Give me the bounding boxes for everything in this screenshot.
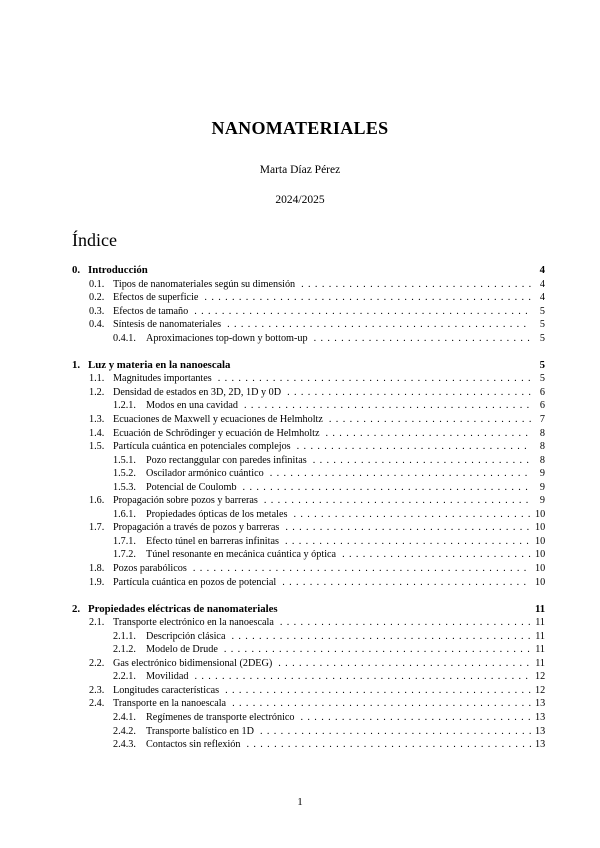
toc-entry-page: 4 <box>539 264 545 276</box>
toc-leader-dots <box>224 643 531 657</box>
toc-entry-page: 11 <box>535 630 545 642</box>
toc-entry-page: 13 <box>535 725 546 737</box>
toc-chapter-entry[interactable] <box>72 603 545 617</box>
toc-section-entry[interactable] <box>72 427 545 441</box>
toc-leader-dots <box>301 711 531 725</box>
toc-subsection-entry[interactable] <box>72 508 545 522</box>
toc-entry-number: 2.1.2. <box>113 644 136 656</box>
toc-leader-dots <box>278 657 531 671</box>
toc-entry-number: 2.2.1. <box>113 671 136 683</box>
toc-entry-title: Partícula cuántica en potenciales complejos <box>113 441 291 453</box>
toc-entry-title: Propiedades ópticas de los metales <box>146 508 288 520</box>
toc-subsection-entry[interactable] <box>72 481 545 495</box>
toc-leader-dots <box>225 684 531 698</box>
toc-entry-title: Transporte balístico en 1D <box>146 725 254 737</box>
toc-entry-title: Túnel resonante en mecánica cuántica y óptica <box>146 549 337 561</box>
toc-entry-title: Tipos de nanomateriales según su dimensión <box>113 278 296 290</box>
toc-entry-title: Aproximaciones top-down y bottom-up <box>146 332 308 344</box>
toc-entry-number: 0.3. <box>89 305 105 317</box>
toc-entry-page: 12 <box>535 671 546 683</box>
toc-entry-number: 2.4. <box>89 698 105 710</box>
toc-entry-number: 1.7. <box>89 522 105 534</box>
toc-entry-page: 5 <box>539 332 545 344</box>
toc-leader-dots <box>264 494 531 508</box>
toc-leader-dots <box>243 481 531 495</box>
toc-section-entry[interactable] <box>72 494 545 508</box>
toc-entry-title: Luz y materia en la nanoescala <box>88 358 231 371</box>
toc-entry-page: 5 <box>539 319 545 331</box>
toc-section <box>72 264 545 345</box>
toc-leader-dots <box>193 562 531 576</box>
toc-leader-dots <box>297 440 531 454</box>
toc-entry-page: 6 <box>539 400 545 412</box>
toc-entry-page: 11 <box>535 644 545 656</box>
toc-entry-page: 13 <box>535 698 546 710</box>
toc-entry-page: 5 <box>539 358 545 371</box>
toc-entry-title: Síntesis de nanomateriales <box>113 319 222 331</box>
toc-entry-number: 1.2.1. <box>113 400 136 412</box>
toc-entry-number: 1.1. <box>89 373 105 385</box>
toc-leader-dots <box>204 291 531 305</box>
toc-subsection-entry[interactable] <box>72 725 545 739</box>
toc-entry-number: 2.1. <box>89 617 105 629</box>
toc-entry-page: 10 <box>535 508 546 520</box>
toc-entry-title: Regímenes de transporte electrónico <box>146 711 295 723</box>
toc-section-entry[interactable] <box>72 291 545 305</box>
toc-entry-page: 10 <box>535 522 546 534</box>
toc-leader-dots <box>270 467 531 481</box>
toc-leader-dots <box>280 616 531 630</box>
toc-entry-number: 1.6.1. <box>113 508 136 520</box>
toc-entry-title: Efectos de superficie <box>113 292 199 304</box>
toc-entry-title: Longitudes características <box>113 684 220 696</box>
toc-entry-number: 1.9. <box>89 576 105 588</box>
toc-section-entry[interactable] <box>72 576 545 590</box>
toc-entry-number: 0.4.1. <box>113 332 136 344</box>
toc-entry-number: 2.1.1. <box>113 630 136 642</box>
toc-subsection-entry[interactable] <box>72 711 545 725</box>
toc-entry-title: Pozos parabólicos <box>113 562 187 574</box>
toc-subsection-entry[interactable] <box>72 670 545 684</box>
toc-entry-title: Propagación a través de pozos y barreras <box>113 522 280 534</box>
toc-entry-number: 2.4.1. <box>113 711 136 723</box>
toc-entry-number: 1.7.1. <box>113 535 136 547</box>
toc-leader-dots <box>313 454 531 468</box>
toc-entry-page: 12 <box>535 684 546 696</box>
toc-leader-dots <box>218 372 531 386</box>
toc-entry-title: Movilidad <box>146 671 189 683</box>
toc-leader-dots <box>287 386 531 400</box>
toc-entry-number: 2.4.3. <box>113 739 136 751</box>
toc-section-entry[interactable] <box>72 684 545 698</box>
toc-leader-dots <box>244 399 531 413</box>
toc-entry-title: Descripción clásica <box>146 630 226 642</box>
toc-entry-number: 0.4. <box>89 319 105 331</box>
toc-leader-dots <box>247 738 532 752</box>
toc-entry-page: 13 <box>535 711 546 723</box>
toc-section-entry[interactable] <box>72 318 545 332</box>
toc-entry-page: 11 <box>535 657 545 669</box>
toc-entry-page: 10 <box>535 549 546 561</box>
toc-entry-page: 9 <box>539 495 545 507</box>
toc-entry-number: 1.5.3. <box>113 481 136 493</box>
toc-leader-dots <box>301 278 531 292</box>
toc-entry-page: 5 <box>539 373 545 385</box>
toc-section <box>72 359 545 589</box>
toc-entry-title: Oscilador armónico cuántico <box>146 468 264 480</box>
toc-entry-title: Ecuación de Schrödinger y ecuación de Helmholtz <box>113 427 320 439</box>
toc-entry-page: 9 <box>539 468 545 480</box>
toc-entry-page: 10 <box>535 576 546 588</box>
toc-entry-title: Pozo rectanggular con paredes infinitas <box>146 454 307 466</box>
toc-entry-page: 4 <box>539 278 545 290</box>
toc-entry-number: 2.2. <box>89 657 105 669</box>
toc-entry-title: Magnitudes importantes <box>113 373 212 385</box>
toc-entry-number: 0.2. <box>89 292 105 304</box>
toc-entry-number: 1.6. <box>89 495 105 507</box>
toc-subsection-entry[interactable] <box>72 738 545 752</box>
toc-section-entry[interactable] <box>72 562 545 576</box>
toc-entry-number: 2.3. <box>89 684 105 696</box>
toc-entry-number: 1.2. <box>89 386 105 398</box>
toc-entry-number: 1. <box>72 358 81 371</box>
toc-entry-title: Modelo de Drude <box>146 644 218 656</box>
toc-leader-dots <box>232 697 531 711</box>
toc-entry-title: Densidad de estados en 3D, 2D, 1D y 0D <box>113 386 282 398</box>
toc-leader-dots <box>194 670 531 684</box>
toc-entry-number: 1.4. <box>89 427 105 439</box>
toc-entry-title: Propagación sobre pozos y barreras <box>113 495 258 507</box>
toc-leader-dots <box>194 305 531 319</box>
table-of-contents <box>72 264 545 765</box>
toc-leader-dots <box>314 332 531 346</box>
toc-section-entry[interactable] <box>72 372 545 386</box>
toc-section-entry[interactable] <box>72 278 545 292</box>
toc-section-entry[interactable] <box>72 305 545 319</box>
toc-entry-title: Ecuaciones de Maxwell y ecuaciones de Helmholtz <box>113 413 323 425</box>
toc-entry-page: 11 <box>535 617 545 629</box>
toc-entry-page: 4 <box>539 292 545 304</box>
toc-subsection-entry[interactable] <box>72 548 545 562</box>
toc-entry-number: 2.4.2. <box>113 725 136 737</box>
toc-entry-page: 7 <box>539 413 545 425</box>
toc-leader-dots <box>329 413 531 427</box>
toc-entry-number: 1.3. <box>89 413 105 425</box>
toc-subsection-entry[interactable] <box>72 630 545 644</box>
toc-entry-number: 1.5.2. <box>113 468 136 480</box>
toc-entry-title: Modos en una cavidad <box>146 400 238 412</box>
toc-section <box>72 603 545 752</box>
toc-subsection-entry[interactable] <box>72 332 545 346</box>
toc-entry-number: 1.8. <box>89 562 105 574</box>
toc-subsection-entry[interactable] <box>72 454 545 468</box>
toc-leader-dots <box>260 725 531 739</box>
toc-entry-page: 9 <box>539 481 545 493</box>
toc-subsection-entry[interactable] <box>72 535 545 549</box>
toc-heading: Índice <box>72 230 117 250</box>
toc-section-entry[interactable] <box>72 440 545 454</box>
toc-entry-title: Introducción <box>88 264 148 276</box>
toc-entry-page: 10 <box>535 535 546 547</box>
toc-section-entry[interactable] <box>72 616 545 630</box>
toc-section-entry[interactable] <box>72 386 545 400</box>
toc-section-entry[interactable] <box>72 657 545 671</box>
toc-subsection-entry[interactable] <box>72 643 545 657</box>
toc-leader-dots <box>285 535 531 549</box>
page-number: 1 <box>297 796 303 808</box>
toc-section-entry[interactable] <box>72 521 545 535</box>
toc-entry-page: 8 <box>539 454 545 466</box>
toc-entry-title: Propiedades eléctricas de nanomateriales <box>88 602 278 615</box>
toc-entry-title: Transporte en la nanoescala <box>113 698 227 710</box>
toc-entry-title: Gas electrónico bidimensional (2DEG) <box>113 657 273 669</box>
toc-leader-dots <box>326 427 531 441</box>
toc-leader-dots <box>227 318 531 332</box>
toc-entry-number: 1.5.1. <box>113 454 136 466</box>
toc-entry-title: Partícula cuántica en pozos de potencial <box>113 576 277 588</box>
toc-entry-number: 1.7.2. <box>113 549 136 561</box>
toc-entry-title: Efecto túnel en barreras infinitas <box>146 535 279 547</box>
toc-leader-dots <box>282 576 531 590</box>
toc-entry-number: 2. <box>72 602 81 615</box>
toc-entry-number: 1.5. <box>89 441 105 453</box>
toc-subsection-entry[interactable] <box>72 399 545 413</box>
toc-leader-dots <box>293 508 531 522</box>
toc-chapter-entry[interactable] <box>72 359 545 373</box>
toc-entry-page: 8 <box>539 441 545 453</box>
toc-entry-page: 10 <box>535 562 546 574</box>
toc-entry-title: Potencial de Coulomb <box>146 481 237 493</box>
toc-chapter-entry[interactable] <box>72 264 545 278</box>
document-author: Marta Díaz Pérez <box>259 164 341 176</box>
toc-leader-dots <box>342 548 531 562</box>
toc-entry-number: 0. <box>72 264 81 276</box>
toc-entry-number: 0.1. <box>89 278 105 290</box>
toc-entry-title: Transporte electrónico en la nanoescala <box>113 617 274 629</box>
toc-entry-title: Contactos sin reflexión <box>146 739 241 751</box>
toc-entry-page: 11 <box>535 602 546 615</box>
toc-subsection-entry[interactable] <box>72 467 545 481</box>
document-date: 2024/2025 <box>275 194 325 206</box>
toc-leader-dots <box>231 630 531 644</box>
toc-leader-dots <box>285 521 531 535</box>
toc-entry-page: 8 <box>539 427 545 439</box>
toc-entry-page: 13 <box>535 739 546 751</box>
toc-section-entry[interactable] <box>72 697 545 711</box>
toc-entry-title: Efectos de tamaño <box>113 305 189 317</box>
toc-entry-page: 6 <box>539 386 545 398</box>
document-title: NANOMATERIALES <box>211 118 389 138</box>
toc-entry-page: 5 <box>539 305 545 317</box>
toc-section-entry[interactable] <box>72 413 545 427</box>
